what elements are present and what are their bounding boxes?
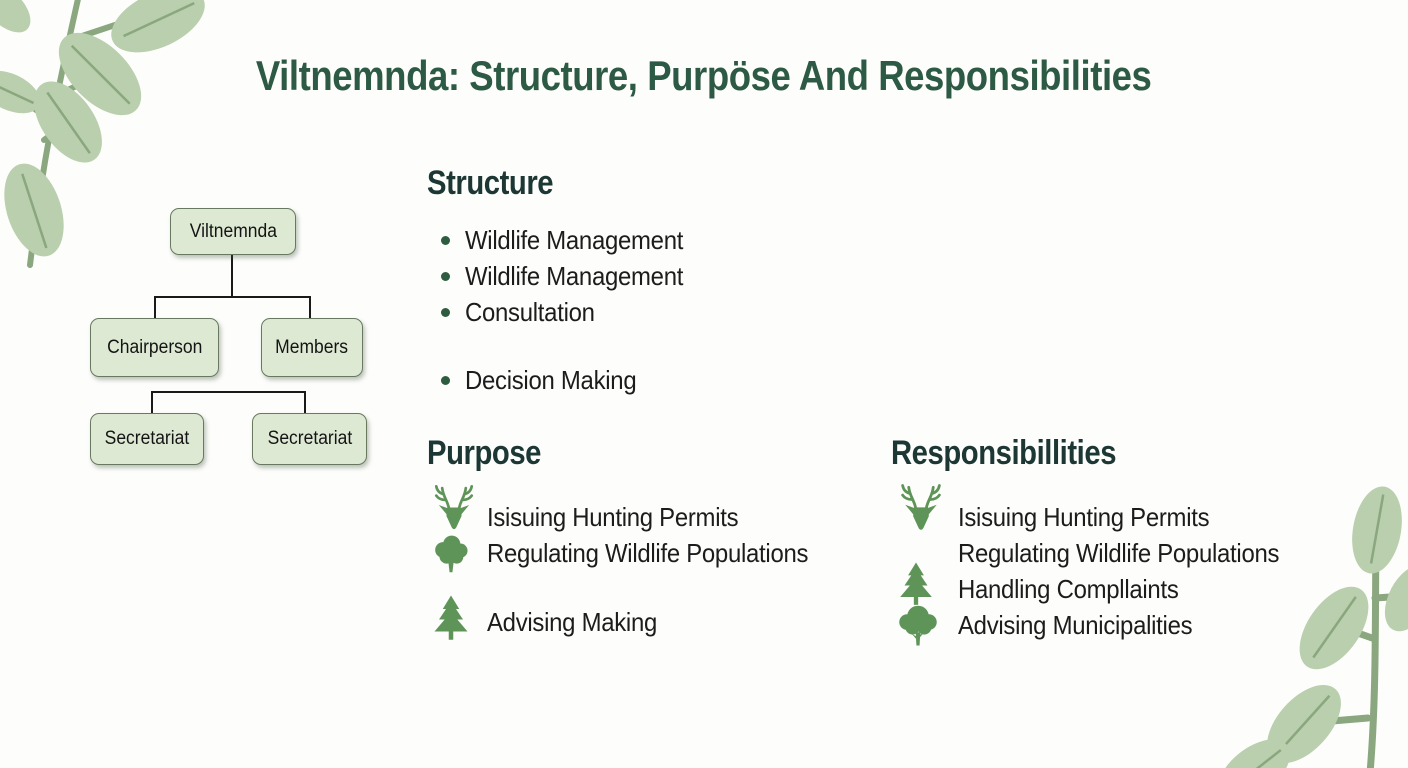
list-item-label: Advising Municipalities (958, 609, 1193, 640)
responsibilities-list (893, 499, 1307, 643)
list-item-label: Handling Compllaints (958, 573, 1179, 604)
list-item-label: Isisuing Hunting Permits (958, 501, 1210, 532)
deer-icon (893, 494, 958, 540)
list-item-label: Decision Making (465, 364, 637, 395)
list-item (441, 222, 702, 258)
org-box-root (170, 208, 296, 255)
list-item (427, 499, 836, 535)
purpose-list (427, 499, 836, 640)
list-item-label: Isisuing Hunting Permits (487, 501, 739, 532)
connector-line (151, 391, 153, 413)
list-item (441, 362, 702, 398)
list-item (427, 604, 836, 640)
round-tree-icon (893, 599, 958, 651)
structure-heading: Structure (427, 164, 554, 202)
org-box-secretariat-1 (90, 413, 204, 465)
org-box-label: Viltnemnda (189, 220, 277, 242)
org-box-chairperson (90, 318, 219, 377)
bullet-dot-icon (441, 272, 450, 281)
org-box-label: Chairperson (106, 336, 203, 358)
list-item-label: Advising Making (487, 606, 658, 637)
list-item-label: Regulating Wildlife Populations (487, 537, 809, 568)
connector-line (309, 296, 311, 318)
connector-line (231, 253, 233, 297)
org-box-label: Secretariat (104, 428, 190, 449)
bullet-dot-icon (441, 236, 450, 245)
responsibilities-heading: Responsibillities (891, 434, 1117, 472)
list-item (893, 499, 1307, 535)
list-item-label: Consultation (465, 296, 595, 327)
title-bar (0, 52, 1408, 100)
bullet-dot-icon (441, 308, 450, 317)
list-item (441, 294, 702, 330)
page-title: Viltnemnda: Structure, Purpöse And Responsibilities (256, 52, 1152, 99)
org-box-members (261, 318, 363, 377)
broccoli-tree-icon (427, 528, 487, 578)
connector-line (154, 296, 156, 318)
list-item (441, 258, 702, 294)
list-item (893, 535, 1307, 571)
structure-list (441, 222, 702, 398)
list-item-label: Wildlife Management (465, 224, 684, 255)
connector-line (151, 391, 306, 393)
connector-line (154, 296, 311, 298)
list-item (893, 607, 1307, 643)
org-box-label: Secretariat (267, 428, 352, 449)
pine-tree-icon (427, 599, 487, 645)
list-item-label: Regulating Wildlife Populations (958, 537, 1280, 568)
list-item-label: Wildlife Management (465, 260, 684, 291)
org-box-label: Members (275, 336, 349, 358)
purpose-heading: Purpose (427, 434, 541, 472)
bullet-dot-icon (441, 376, 450, 385)
org-box-secretariat-2 (252, 413, 367, 465)
leaf-branch-top-left (0, 0, 240, 340)
connector-line (304, 391, 306, 413)
list-item (427, 535, 836, 571)
